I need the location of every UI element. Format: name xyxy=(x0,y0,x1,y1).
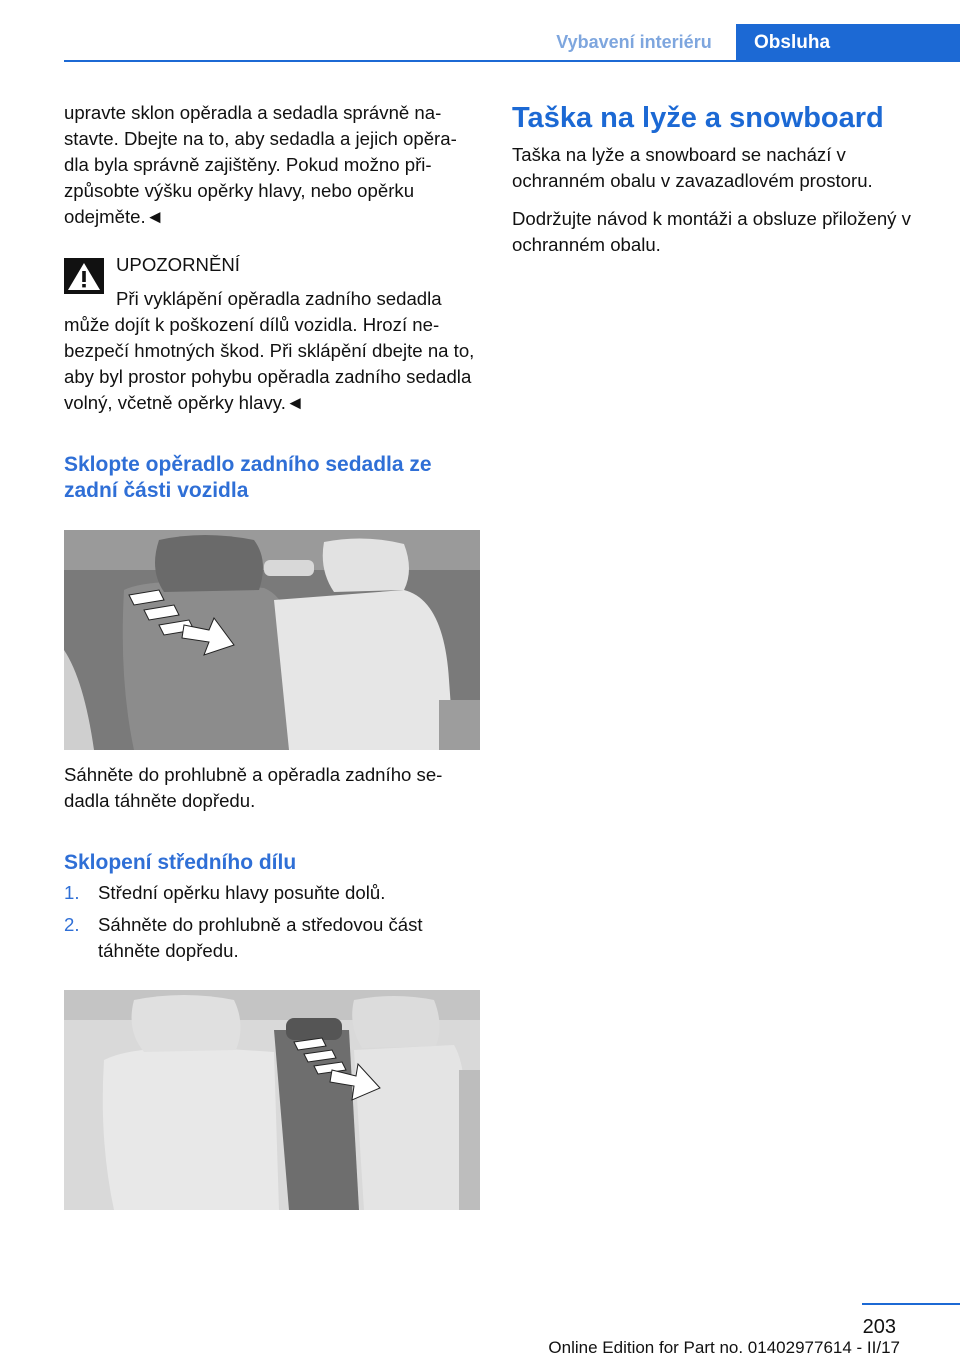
right-column xyxy=(512,100,932,270)
header-rule xyxy=(64,60,960,62)
intro-paragraph: upravte sklon opěradla a sedadla správně na‐ stavte. Dbejte na to, aby sedadla a jejich opěra‐ dla byla správně zajištěny. Pokud možno při‐ způsobte výšku opěrky hlavy, nebo opěrku odejměte.◄ xyxy=(64,102,457,227)
edition-note: Online Edition for Part no. 01402977614 - II/17 xyxy=(548,1338,900,1357)
caption-rear-seat: Sáhněte do prohlubně a opěradla zadního se‐ dadla táhněte dopředu. xyxy=(64,764,443,811)
figure-rear-seat-fold xyxy=(64,530,480,750)
header-section-title: Vybavení interiéru xyxy=(556,31,712,52)
middle-seat-illustration xyxy=(64,990,480,1210)
step-number: 1. xyxy=(64,882,80,903)
section-heading-fold-rear: Sklopte opěradlo zadního sedadla ze zadní části vozidla xyxy=(64,453,432,502)
step-number: 2. xyxy=(64,914,80,935)
footer-rule xyxy=(862,1303,960,1305)
steps-list xyxy=(64,880,484,964)
warning-text: Při vyklápění opěradla zadního sedadla může dojít k poškození dílů vozidla. Hrozí ne‐ bezpečí hmotných škod. Při sklápění dbejte na to, aby byl prostor pohybu opěradla zadního sedadla volný, včetně opěrky hlavy.◄ xyxy=(64,288,475,413)
left-column xyxy=(64,100,484,1210)
page-header xyxy=(0,24,960,64)
warning-block xyxy=(64,252,484,416)
warning-title: UPOZORNĚNÍ xyxy=(116,254,240,275)
rear-seat-illustration xyxy=(64,530,480,750)
warning-icon xyxy=(64,258,104,294)
header-tab-active[interactable]: Obsluha xyxy=(736,24,960,62)
list-item xyxy=(64,880,484,906)
step-text: Sáhněte do prohlubně a středovou část táhněte dopředu. xyxy=(98,914,423,961)
ski-bag-paragraph-1: Taška na lyže a snowboard se nachází v ochranném obalu v zavazadlovém prostoru. xyxy=(512,144,873,191)
section-heading-middle-part: Sklopení středního dílu xyxy=(64,851,297,874)
figure-middle-part-fold xyxy=(64,990,480,1210)
section-title-ski-bag: Taška na lyže a snowboard xyxy=(512,102,884,134)
page-number: 203 xyxy=(862,1316,896,1338)
list-item xyxy=(64,912,484,964)
ski-bag-paragraph-2: Dodržujte návod k montáži a obsluze přiložený v ochranném obalu. xyxy=(512,208,911,255)
step-text: Střední opěrku hlavy posuňte dolů. xyxy=(98,882,386,903)
